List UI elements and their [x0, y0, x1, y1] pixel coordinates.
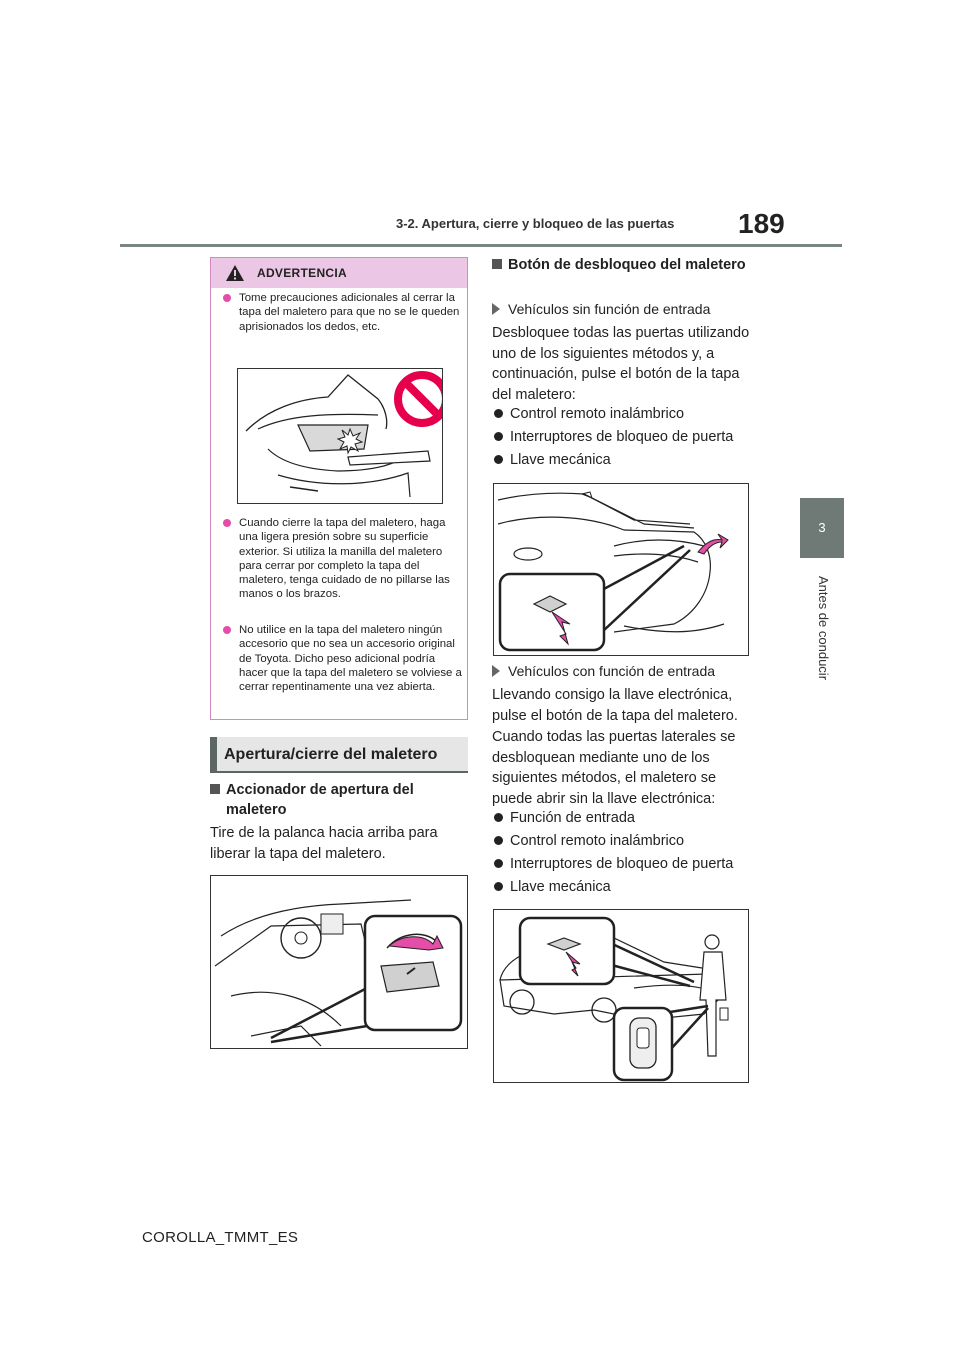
warning-triangle-icon: [225, 264, 245, 282]
section-title: 3-2. Apertura, cierre y bloqueo de las puertas: [396, 216, 675, 231]
dot-bullet-icon: [494, 859, 503, 868]
section-heading: [210, 737, 468, 773]
warning-title: ADVERTENCIA: [257, 266, 347, 280]
warning-item: Tome precauciones adicionales al cerrar la tapa del maletero para que no se le queden aprisionados los dedos, etc.: [223, 291, 463, 334]
bullet-icon: [223, 294, 231, 302]
page-number: 189: [738, 208, 785, 239]
subheading-button: Botón de desbloqueo del maletero: [492, 255, 754, 275]
trunk-pinch-illustration: [237, 368, 443, 504]
list-item: Función de entrada: [492, 808, 754, 828]
warning-item: Cuando cierre la tapa del maletero, haga una ligera presión sobre su superficie exterior. Si utiliza la manilla del maletero para cerrar por completo la tapa del maletero, tenga cuidado de no pillarse las manos o los brazos.: [223, 516, 463, 602]
dot-bullet-icon: [494, 455, 503, 464]
case1-paragraph: Desbloquee todas las puertas utilizando uno de los siguientes métodos y, a continuación, pulse el botón de la tapa del maletero:: [492, 325, 750, 403]
list-item: Interruptores de bloqueo de puerta: [492, 427, 754, 447]
chapter-tab: 3: [800, 498, 844, 558]
trunk-button-illustration: [493, 483, 749, 656]
subheading-opener: Accionador de apertura del maletero: [210, 780, 472, 820]
interior-lever-drawing: [211, 876, 467, 1048]
smart-entry-drawing: [494, 910, 748, 1082]
document-code: COROLLA_TMMT_ES: [142, 1229, 299, 1246]
warning-item: No utilice en la tapa del maletero ningún accesorio que no sea un accesorio original de Toyota. Dicho peso adicional podría hacer que la tapa del maletero se volviese a cerrar repentinamente una vez abierta.: [223, 623, 463, 694]
dot-bullet-icon: [494, 882, 503, 891]
triangle-bullet-icon: [492, 665, 500, 677]
triangle-bullet-icon: [492, 303, 500, 315]
header-rule: [120, 244, 842, 247]
dot-bullet-icon: [494, 813, 503, 822]
bullet-icon: [223, 626, 231, 634]
dot-bullet-icon: [494, 432, 503, 441]
warning-header: [211, 258, 467, 288]
case-label: Vehículos con función de entrada: [492, 661, 754, 681]
dot-bullet-icon: [494, 836, 503, 845]
case2-paragraph-1: Llevando consigo la llave electrónica, pulse el botón de la tapa del maletero.: [492, 687, 738, 724]
interior-lever-illustration: [210, 875, 468, 1049]
trunk-pinch-drawing: [238, 369, 442, 503]
chapter-label: Antes de conducir: [816, 575, 831, 681]
list-item: Llave mecánica: [492, 877, 754, 897]
opener-paragraph: Tire de la palanca hacia arriba para liberar la tapa del maletero.: [210, 825, 438, 862]
section-bar: [210, 737, 217, 771]
trunk-button-drawing: [494, 484, 748, 655]
case-label: Vehículos sin función de entrada: [492, 299, 754, 319]
section-heading-text: Apertura/cierre del maletero: [224, 746, 438, 763]
list-item: Control remoto inalámbrico: [492, 831, 754, 851]
list-item: Interruptores de bloqueo de puerta: [492, 854, 754, 874]
warning-box: [210, 257, 468, 720]
square-bullet-icon: [210, 784, 220, 794]
bullet-icon: [223, 519, 231, 527]
prohibited-icon: [398, 375, 442, 423]
list-item: Llave mecánica: [492, 450, 754, 470]
dot-bullet-icon: [494, 409, 503, 418]
smart-entry-illustration: [493, 909, 749, 1083]
square-bullet-icon: [492, 259, 502, 269]
person-figure: [700, 935, 728, 1056]
list-item: Control remoto inalámbrico: [492, 404, 754, 424]
case2-paragraph-2: Cuando todas las puertas laterales se desbloquean mediante uno de los siguientes métodos, el maletero se puede abrir sin la llave electrónica:: [492, 729, 736, 807]
